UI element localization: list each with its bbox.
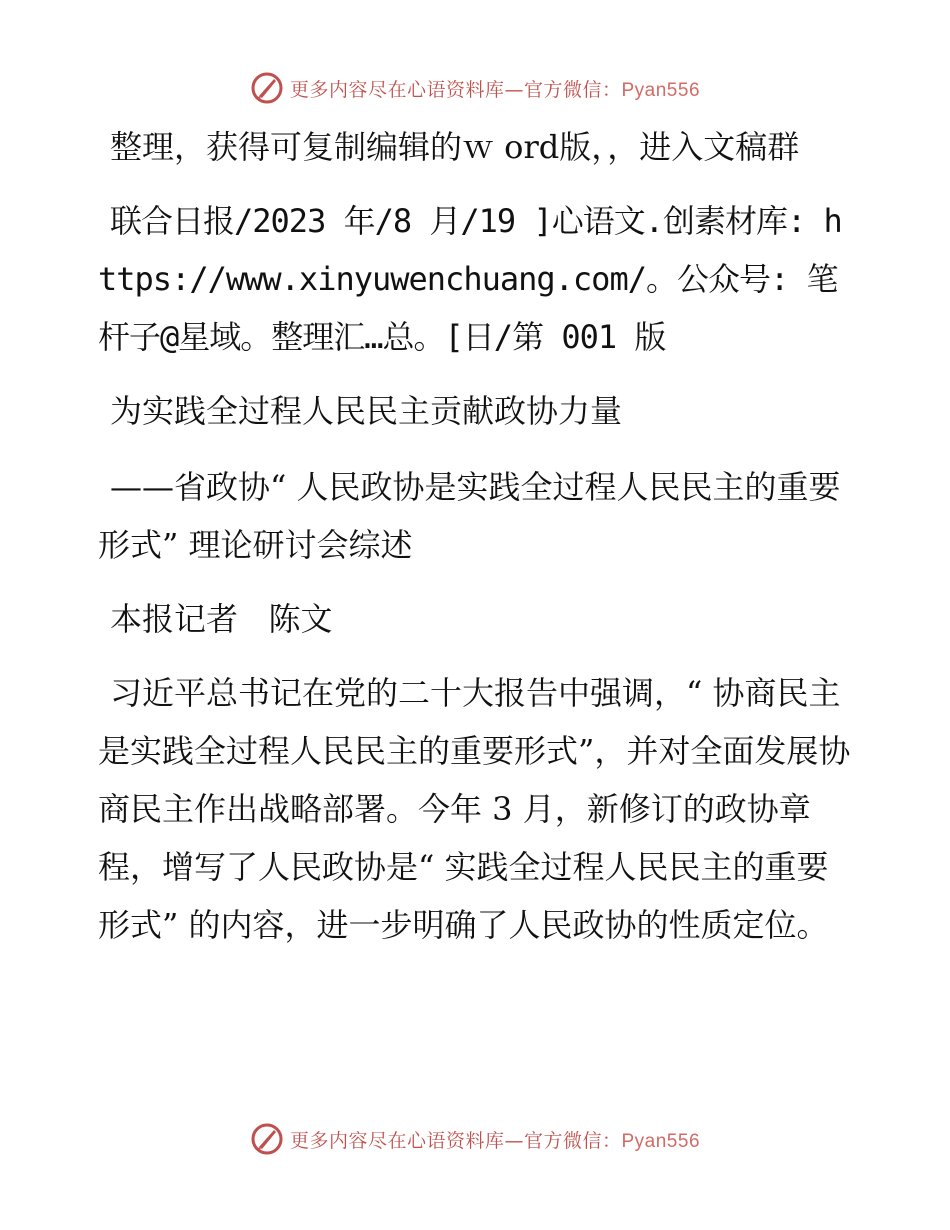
watermark-text: 更多内容尽在心语资料库—官方微信：Pyan556 [289, 78, 701, 101]
source-line: 联合日报/2023 年/8 月/19 ]心语文.创素材库: https://www.xinyuwenchuang.com/。公众号: 笔杆子@星域。整理汇…总。[日/第 001 版 [98, 202, 842, 356]
quill-logo-icon [250, 71, 284, 105]
watermark-text: 更多内容尽在心语资料库—官方微信：Pyan556 [289, 1129, 701, 1152]
article-subtitle: ——省政协“ 人民政协是实践全过程人民民主的重要形式” 理论研讨会综述 [98, 468, 841, 564]
article-title: 为实践全过程人民民主贡献政协力量 [110, 392, 623, 430]
document-body [98, 118, 858, 970]
intro-note: 整理，获得可复制编辑的ｗ ord版，，进入文稿群 [110, 128, 800, 166]
footer-watermark [0, 1119, 950, 1159]
header-watermark [0, 68, 950, 108]
byline: 本报记者 陈文 [110, 600, 333, 638]
quill-logo-icon [250, 1122, 284, 1156]
body-paragraph: 习近平总书记在党的二十大报告中强调，“ 协商民主是实践全过程人民民主的重要形式”，并对全面发展协商民主作出战略部署。今年 3 月，新修订的政协章程，增写了人民政协是“ 实践全过程人民民主的重要形式” 的内容，进一步明确了人民政协的性质定位。 [98, 674, 851, 944]
